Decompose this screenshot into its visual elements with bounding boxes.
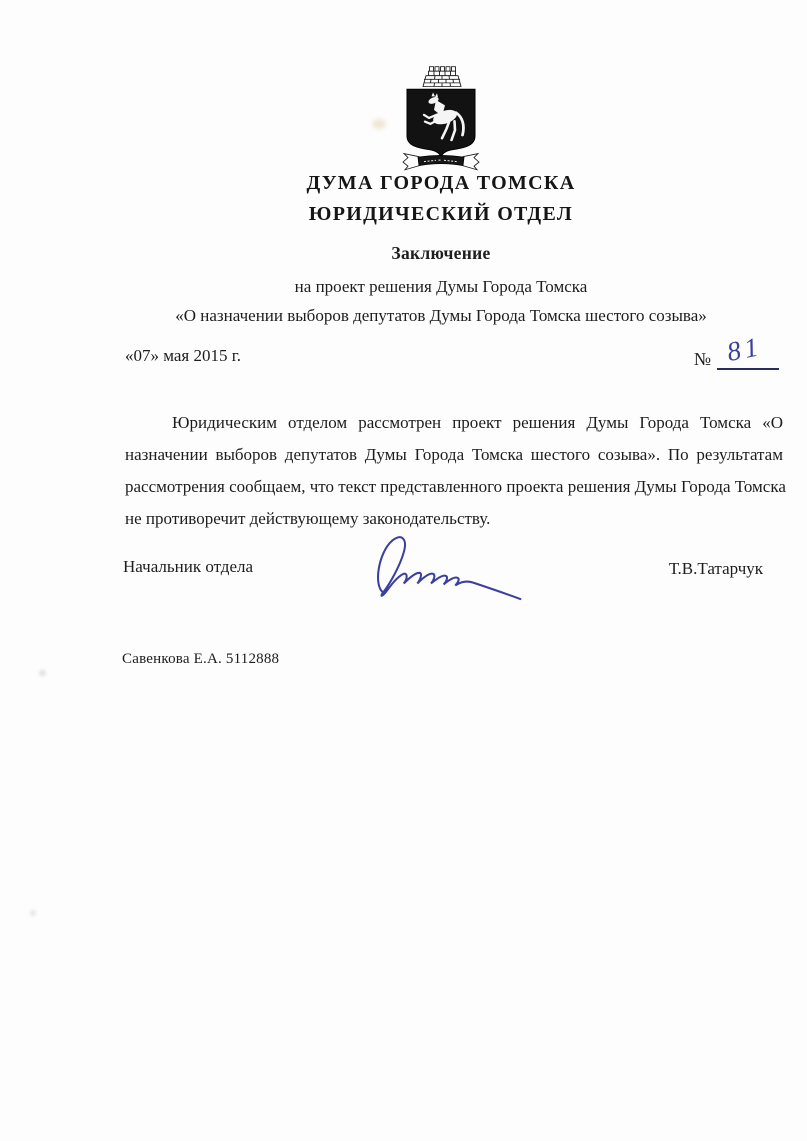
number-sign: №: [693, 349, 711, 369]
paragraph-line: не противоречит действующему законодательству.: [125, 509, 491, 528]
scan-artifact: [30, 910, 36, 916]
organization-name: ДУМА ГОРОДА ТОМСКА: [306, 172, 576, 194]
department-name: ЮРИДИЧЕСКИЙ ОТДЕЛ: [308, 203, 574, 225]
signatory-name: Т.В.Татарчук: [668, 559, 763, 578]
signature-ink: [356, 531, 538, 601]
ribbon-icon: [403, 154, 479, 170]
tomsk-coat-of-arms: [391, 64, 491, 172]
body-paragraph: [125, 407, 786, 535]
document-number: [693, 330, 779, 370]
coat-of-arms-graphic: [391, 64, 491, 172]
document-title: Заключение: [391, 243, 491, 263]
handwritten-signature: [356, 531, 538, 601]
paragraph-line: Юридическим отделом рассмотрен проект решения Думы Города Томска «О: [172, 413, 783, 432]
mural-crown-icon: [423, 67, 461, 87]
paragraph-line: назначении выборов депутатов Думы Города Томска шестого созыва». По результатам: [125, 445, 783, 464]
scan-artifact: [372, 119, 386, 129]
paragraph-line: рассмотрения сообщаем, что текст представленного проекта решения Думы Города Томска: [125, 477, 786, 496]
shield-icon: [407, 89, 475, 157]
document-date: «07» мая 2015 г.: [125, 346, 242, 365]
subject-line-2: «О назначении выборов депутатов Думы Города Томска шестого созыва»: [175, 306, 707, 325]
signatory-position: Начальник отдела: [123, 557, 254, 576]
number-underline: [717, 330, 779, 370]
subject-line-1: на проект решения Думы Города Томска: [294, 277, 588, 296]
executor-info: Савенкова Е.А. 5112888: [122, 651, 280, 667]
scan-artifact: [39, 670, 46, 676]
handwritten-number: 81: [724, 330, 765, 368]
